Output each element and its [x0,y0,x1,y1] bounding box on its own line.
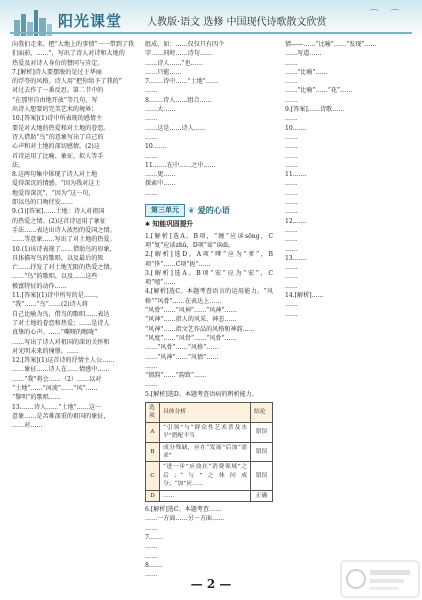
text-line: …… [285,152,298,160]
text-line: 具体描写鸟的歌唱，以及最后的死 [12,254,104,262]
text-line: “风神”……指文艺作品的风格和神韵…… [145,325,255,333]
text-line: 10.…… [285,124,307,132]
text-line: “风骨”……“风神”……“风神”…… [145,307,237,315]
table-header-cell: 选项 [146,402,160,422]
text-line: …… [285,161,298,169]
text-line: …… [285,189,298,197]
text-line: “我”……“鸟”……(2)诗人将 [12,301,88,309]
text-line: ……“比喻”……“花”…… [285,87,353,95]
text-line: 字……同时……诗句…… [145,50,213,58]
text-line: 8.…… [145,561,164,569]
text-line: …… [285,143,298,151]
text-line: 出诗人想要的完美艺术的境界； [12,106,98,114]
text-line: 亡……抒发了对土地无限的热爱之情。 [12,264,116,272]
text-line: 诗人借助“鸟”的意象写出了自己的 [12,133,104,141]
text-line: 2.[解析]选D。A项“嗲”应为“爹”，B项“侈”……C项“扼”…… [145,251,273,268]
text-line: …… [285,282,298,290]
text-line: 8.这两句集中体现了诗人对土地 [12,171,98,179]
text-line: …… [285,236,298,244]
text-line: …… [285,245,298,253]
text-line: ……“我”将会……（2）……以对 [12,375,102,383]
text-line: “情韵”……“韵致”…… [145,372,207,380]
birds-icon: ⌒ ⌒ [368,10,404,21]
text-line: 12.[答案](1)这首诗的抒情主人公…… [12,357,115,365]
text-line: 9.[答案]……诗歌…… [285,106,345,114]
table-row [146,490,273,501]
text-line: …… [285,133,298,141]
header-subtitle: 人教版·语文 选修 中国现代诗歌散文欣赏 [147,17,327,28]
brand-title: 阳光课堂 [58,12,123,30]
text-line: 6.[解析]选C。本题考查…… [145,506,222,514]
unit-label: 第三单元 [145,204,185,217]
text-line: 4.[解析]选C。本题考查语言的运用能力。“风格”“风骨”……在表达上…… [145,288,273,305]
text-line: 3.[解析]选A。B项“宏”应为“宏”，C项“嘻”…… [145,269,273,287]
table-cell: D [146,490,160,501]
section-heading: ✱ 知能巩固提升 [145,220,194,229]
text-line: 7.…… [145,533,164,541]
text-line: …… [145,87,158,95]
text-line: 13.……诗人……“土地”……这一 [12,403,102,411]
text-line: …… [285,180,298,188]
text-line: 手法……表达出诗人浓烈的爱国之情。 [12,226,116,234]
table-cell: “引领”与“群众性艺术普及水平”搭配不当 [160,422,251,442]
text-line: …… [285,115,298,123]
text-line: ……这是……诗人…… [145,124,206,132]
text-line: 9.(1)[答案]……土地：诗人对祖国 [12,208,105,216]
right-column [285,40,409,319]
text-line: …… [285,208,298,216]
text-line: ……写出了诗人对祖国的深切关怀和 [12,338,110,346]
table-cell: B [146,442,160,462]
text-line: …… [285,78,298,86]
text-line: 了对土地的眷恋和热爱；……是诗人 [12,319,110,327]
text-line: ……对…… [12,422,43,430]
text-line: 地爱得深沉”，“因为”这一句， [12,189,95,197]
left-column [12,40,134,430]
text-line: …… [285,59,298,67]
text-line: …… [145,524,158,532]
text-line: …… [285,273,298,281]
text-line: 的浮夸的风格，诗人用“把你给予了我的” [12,78,122,86]
text-line: …… [145,152,158,160]
text-line: 组成，如：……仅仅只有四个 [145,41,225,48]
text-line: “在那里自由地开放”等几句，写 [12,96,98,104]
table-row [146,422,273,442]
text-line: 向我们走来、把“大地上的事情”一一带到了我们面前，……”，写出了诗人对诗和大地的 [12,41,135,58]
watermark-logo-icon [340,560,420,598]
text-line: …… [285,264,298,272]
analysis-table [145,402,273,502]
star-icon: ✱ [145,221,151,229]
text-line: 11.……在中……之中…… [145,161,216,169]
table-header-cell: 结论 [251,402,273,422]
text-line: 心声和对土地的深切感情。(2)这 [12,143,100,151]
text-line: 情——……“比喻”……“发现”…… [285,41,377,48]
text-line: 7.[解析]诗人要摆脱的是过于华丽 [12,68,102,76]
text-line: …… [145,115,158,123]
text-line: …… [285,226,298,234]
text-line: …… [145,552,158,560]
table-cell: 成分残缺，应在“发展”后加“需求” [160,442,251,462]
text-line: 12.…… [285,217,307,225]
text-line: ……只能…… [145,68,182,76]
text-line: …… [145,189,158,197]
text-line: 真挚的心声。……“嘶哑的喉咙” [12,329,98,337]
text-line: “风神”……指人的风采、神态…… [145,316,237,324]
middle-column [145,40,273,579]
text-line: …… [285,199,298,207]
text-line: 对过去作了一番反思。第二节中的 [12,87,104,95]
text-line: ……象征……诗人在……情感中…… [12,366,110,374]
table-cell: 错误 [251,442,273,462]
unit-title: 爱的心语 [197,206,230,216]
table-cell: A [146,422,160,442]
header-divider [10,32,412,34]
text-line: 7.……诗中……“土地”…… [145,78,218,86]
table-cell: 错误 [251,422,273,442]
unit-banner [145,204,273,217]
table-cell: C [146,462,160,490]
text-line: 5.[解析]选D。本题考查语病的辨析能力。 [145,390,258,398]
text-line: …… [145,133,158,141]
text-line: ……等意象……写出了对土地的热爱。 [12,236,116,244]
text-line: ……“风神”……“风情”…… [145,353,219,361]
text-line: ……更…… [145,171,176,179]
text-line: 1.[解析]选A。B项，“缠”应读sōng，C项“复”应读zhǔ，D项“谛”读dì。 [145,232,273,249]
table-row [146,462,273,490]
table-cell: 正确 [251,490,273,501]
text-line: 即以鸟的口吻抒发…… [12,199,73,207]
text-line: “土地”……“河流”……“风”…… [12,384,98,392]
text-line: 对光明未来的憧憬。…… [12,347,80,355]
text-line: …… [285,301,298,309]
text-line: …… [145,362,158,370]
text-line: ……诗人……“也…… [145,59,203,67]
text-line: 13.…… [285,254,307,262]
text-line: ……写道…… [285,50,322,58]
text-line: 意象……是苦难深重的祖国的象征， [12,412,110,420]
text-line: ……“比喻”…… [285,68,328,76]
page-header [0,0,422,40]
text-line: 11.…… [285,171,307,179]
table-cell: …… [160,490,251,501]
text-line: 探索中…… [145,180,176,188]
text-line: …… [145,381,158,389]
text-line: 8.……诗人……组合…… [145,96,212,104]
table-cell: 错误 [251,462,273,490]
table-header-row [146,402,273,422]
text-line: “黎明”的歌唱…… [12,394,61,402]
text-line: 10.…… [145,143,167,151]
text-line: 爱得深沉的情感。“因为我对这土 [12,180,101,188]
table-header-cell: 具体分析 [160,402,251,422]
text-line: 自己比喻为鸟，借鸟的歌唱……表达 [12,310,110,318]
text-line: 11.[答案](1)诗中所写的是……， [12,292,103,300]
text-line: “风度”……“风骨”……“风骨”…… [145,334,237,342]
table-row [146,442,273,462]
text-line: …… [145,543,158,551]
text-line: ……大…… [145,106,176,114]
text-line: 14.[解析]…… [285,292,324,300]
text-line: 10.[答案](1)诗中所表现的感情主 [12,115,103,123]
text-line: …… [145,571,158,579]
text-line: 的热爱之情。(2)这首诗运用了象征 [12,217,106,225]
text-line: 热爱及对诗人身份的赞同与肯定。 [12,59,104,67]
text-line: 法。 [12,161,25,169]
text-line: ……“鸟”的歌唱、以及……这些 [12,273,98,281]
text-line: …… [285,310,298,318]
table-cell: “进一步”应放在“消费领域”之后；“与”之体问成分；“加”应…… [160,462,251,490]
text-line: …… [285,96,298,104]
text-line: 要是对大地的热爱和对土地的眷恋。 [12,124,110,132]
text-line: 10.(1)该诗表现了……借助鸟的形象， [12,245,116,253]
heart-icon: ❦ [188,206,195,216]
text-line: ……一方面……另一方面…… [145,515,225,523]
text-line: 极富特征的动作…… [12,282,67,290]
text-line: 首诗运用了比喻、象征、拟人等手 [12,152,104,160]
page-number: — 2 — [190,577,232,591]
text-line: ……“风骨”……“风格”…… [145,344,219,352]
